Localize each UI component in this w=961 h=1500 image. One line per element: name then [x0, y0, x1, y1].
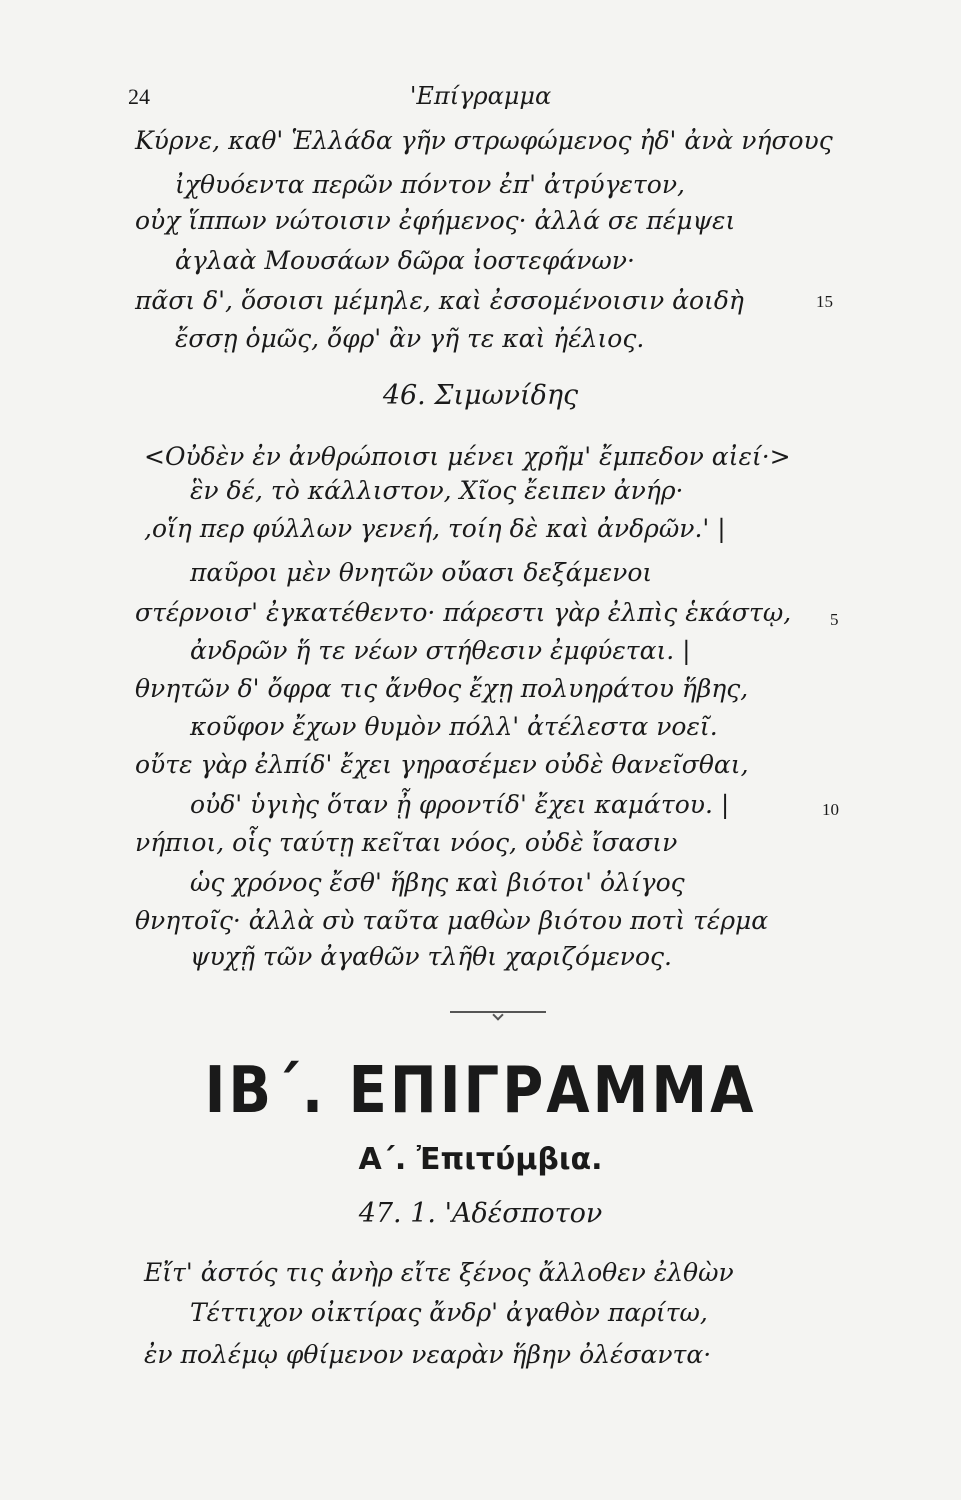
poem-heading: 46. Σιμωνίδης	[382, 380, 579, 411]
page-number: 24	[128, 84, 150, 109]
verse-line: ἀγλαὰ Μουσάων δῶρα ἰοστεφάνων·	[175, 246, 635, 275]
verse-line: ἔσσῃ ὁμῶς, ὄφρ' ἂν γῆ τε καὶ ἠέλιος.	[175, 324, 645, 353]
verse-line: Τέττιχον οἰκτίρας ἄνδρ' ἀγαθὸν παρίτω,	[190, 1298, 708, 1327]
page-header	[0, 78, 961, 118]
verse-line: ὡς χρόνος ἔσθ' ἥβης καὶ βιότοι' ὀλίγος	[190, 868, 685, 897]
verse-line: <Οὐδὲν ἐν ἀνθρώποισι μένει χρῆμ' ἔμπεδον αἰεί·>	[144, 442, 791, 471]
verse-line: θνητοῖς· ἀλλὰ σὺ ταῦτα μαθὼν βιότου ποτὶ τέρμα	[135, 906, 769, 935]
verse-line: παῦροι μὲν θνητῶν οὔασι δεξάμενοι	[190, 558, 653, 587]
verse-line: ἐν πολέμῳ φθίμενον νεαρὰν ἥβην ὀλέσαντα·	[144, 1340, 712, 1369]
verse-line: πᾶσι δ', ὅσοισι μέμηλε, καὶ ἐσσομένοισιν ἀοιδὴ	[135, 286, 744, 315]
verse-line: ἀνδρῶν ἥ τε νέων στήθεσιν ἐμφύεται. |	[190, 636, 691, 665]
subsection-title: Α΄. Ἐπιτύμβια.	[358, 1142, 603, 1177]
verse-line: θνητῶν δ' ὄφρα τις ἄνθος ἔχῃ πολυηράτου ἥβης,	[135, 674, 749, 703]
verse-line: νήπιοι, οἷς ταύτῃ κεῖται νόος, οὐδὲ ἴσασιν	[135, 828, 678, 857]
verse-line: Κύρνε, καθ' Ἑλλάδα γῆν στρωφώμενος ἠδ' ἀνὰ νήσους	[135, 126, 833, 155]
verse-line: ψυχῇ τῶν ἀγαθῶν τλῆθι χαριζόμενος.	[190, 942, 672, 971]
verse-line: στέρνοισ' ἐγκατέθεντο· πάρεστι γὰρ ἐλπὶς ἑκάστῳ,	[135, 598, 792, 627]
poem-heading: 47. 1. 'Αδέσποτον	[358, 1198, 603, 1229]
verse-line: Εἴτ' ἀστός τις ἀνὴρ εἴτε ξένος ἄλλοθεν ἐλθὼν	[144, 1258, 734, 1287]
section-title: ΙΒ΄. ΕΠΙΓΡΑΜΜΑ	[204, 1053, 757, 1128]
verse-line: οὐδ' ὑγιὴς ὅταν ᾖ φροντίδ' ἔχει καμάτου. |	[190, 790, 730, 819]
verse-line: ἰχθυόεντα περῶν πόντον ἐπ' ἀτρύγετον,	[175, 170, 685, 199]
verse-line: κοῦφον ἔχων θυμὸν πόλλ' ἀτέλεστα νοεῖ.	[190, 712, 718, 741]
verse-line: οὐχ ἵππων νώτοισιν ἐφήμενος· ἀλλά σε πέμψει	[135, 206, 736, 235]
verse-line: ,οἵη περ φύλλων γενεή, τοίη δὲ καὶ ἀνδρῶν.' |	[144, 514, 726, 543]
line-number: 15	[816, 292, 833, 311]
line-number: 10	[822, 800, 839, 819]
running-title: 'Επίγραμμα	[409, 82, 552, 110]
line-number: 5	[830, 610, 839, 629]
verse-line: οὔτε γὰρ ἐλπίδ' ἔχει γηρασέμεν οὐδὲ θανεῖσθαι,	[135, 750, 749, 779]
verse-line: ἓν δέ, τὸ κάλλιστον, Χῖος ἔειπεν ἀνήρ·	[190, 476, 684, 505]
